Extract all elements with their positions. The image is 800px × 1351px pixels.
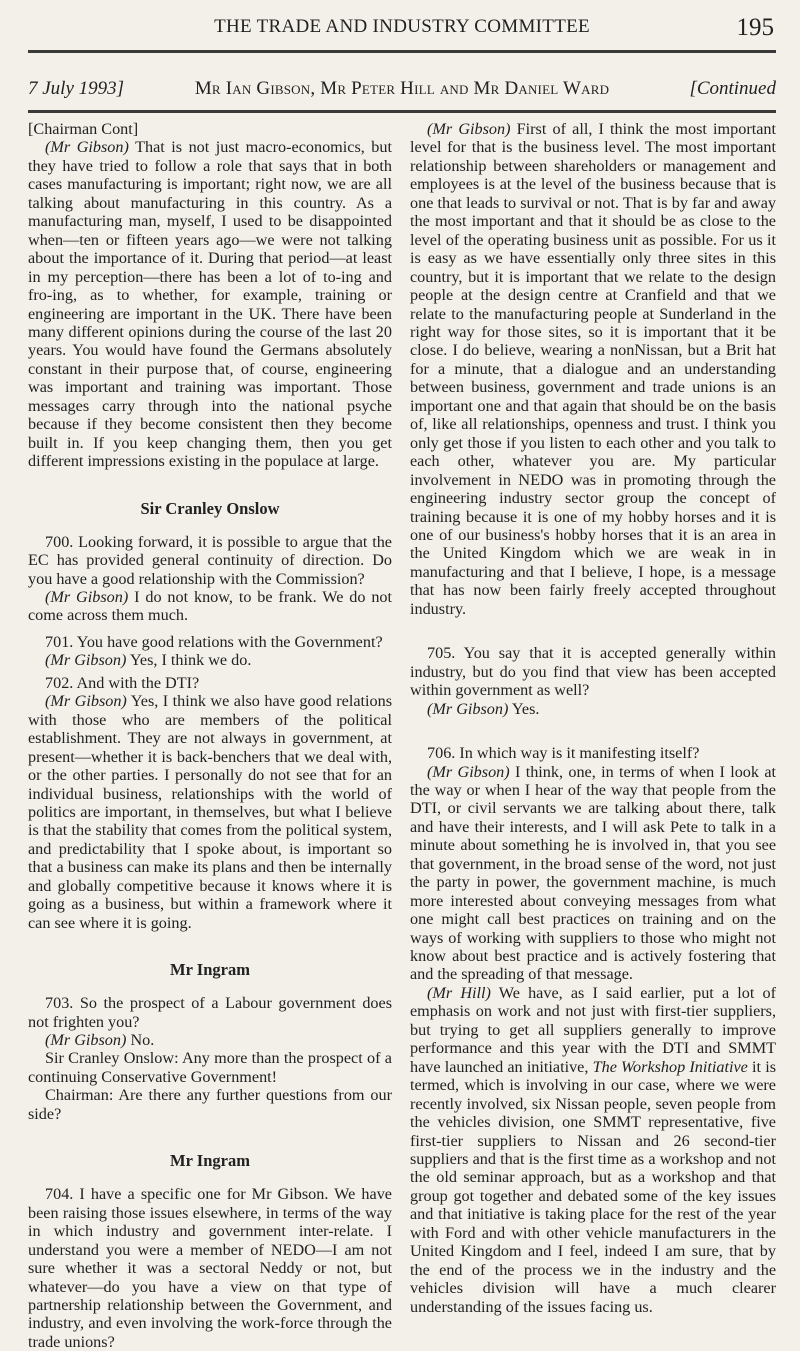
- paragraph: (Mr Gibson) That is not just macro-economics, but they have tried to follow a role that says that in both cases manufacturing is important; right now, we are all talking about manufacturing in this country. As a manufacturing man, myself, I used to be disappointed when—ten or fifteen years ago—we were not talking about the importance of it. During that period—at least in my perception—there has been a lot of to-ing and fro-ing, as to whether, for example, training or engineering are important in the UK. There have been many different opinions during the course of the last 20 years. You would have found the Germans absolutely constant in their purpose that, of course, engineering was important and training was important. Those messages carry through into the national psyche because if they become consistent then they become built in. If you keep changing them, then you get different impressions existing in the populace at large.: [28, 138, 392, 471]
- speaker-name: (Mr Gibson): [45, 138, 129, 157]
- speaker-heading: Mr Ingram: [170, 960, 250, 980]
- question-704: 704. I have a specific one for Mr Gibson. We have been raising those issues elsewhere, in terms of the way in which industry and government inter-relate. I understand you were a member of NEDO—I am not sure whether it was a sectoral Neddy or not, but whatever—do you have a view on that type of partnership relationship between the Government, and industry, and even involving the work-force through the trade unions?: [28, 1185, 392, 1351]
- answer-702: (Mr Gibson) Yes, I think we also have good relations with those who are members of the political establishment. They are not always in government, at present—whether it is back-benchers that we deal with, or the other parties. I personally do not see that for an individual business, relationships with the world of politics are important, in themselves, but what I believe is that the stability that comes from the political system, and predictability that I spoke about, is important so that a business can make its plans and then be internally and globally competitive because it knows where it is going as a business, but within a framework where it can see where it is going.: [28, 692, 392, 932]
- chairman-remark: Chairman: Are there any further questions from our side?: [28, 1086, 392, 1123]
- question-705: 705. You say that it is accepted generally within industry, but do you find that view has been accepted within government as well?: [410, 644, 776, 700]
- answer-703: (Mr Gibson) No.: [45, 1031, 155, 1050]
- running-header: [28, 16, 776, 54]
- answer-706: (Mr Gibson) I think, one, in terms of when I look at the way or when I hear of the way that people from the DTI, or civil servants we are talking about there, talk and have their interests, and I will ask Pete to talk in a minute about something he is involved in, that you see that government, in the broad sense of the word, not just the party in power, the government machine, is much more interested about conveying messages from what one might call best practices on training and on the ways of working with suppliers to those who might not know about best practice and is actively fostering that and the spreading of that message.: [410, 762, 776, 984]
- header-rule-top: [28, 50, 776, 53]
- answer-hill: (Mr Hill) We have, as I said earlier, put a lot of emphasis on work and not just with first-tier suppliers, but trying to get all suppliers generally to improve performance and this year with the DTI and SMMT have launched an initiative, The Workshop Initiative it is termed, which is involving in our case, where we were recently involved, six Nissan people, seven people from the vehicles division, one SMMT representative, five first-tier suppliers to Nissan and 26 second-tier suppliers and that is the first time as a workshop and not the old seminar approach, but as a workshop and that group got together and debated some of the key issues and that initiative is taking place for the rest of the year with Ford and with other vehicle manufacturers in the United Kingdom and I feel, indeed I am sure, that by the end of the process we in the industry and the vehicles division will have a much clearer understanding of the issues facing us.: [410, 983, 777, 1316]
- question-703: 703. So the prospect of a Labour government does not frighten you?: [28, 994, 392, 1031]
- answer-704: (Mr Gibson) First of all, I think the most important level for that is the business level. The most important relationship between shareholders or management and employees is at the level of the business because that is one that leads to survival or not. That is by far and away the most important and that it should be as close to the level of the operating business unit as possible. For us it is easy as we have essentially only three sites in this country, but it is important that we relate to the design people at the design centre at Cranfield and that we relate to the manufacturing people at Sunderland in the right way for those sites, so it is important that it be close. I do believe, wearing a nonNissan, but a Brit hat for a minute, that a dialogue and an understanding between business, government and trade unions is an important one and that again that should be on the basis of, like all relationships, openness and trust. I think you only get those if you listen to each other and you talk to each other, whatever you are. My particular involvement in NEDO was in promoting through the engineering industry sector group the concept of training because it is one of my hobby horses and it is one of our business's hobby horses that it is an area in the United Kingdom which we are weak in in manufacturing and that I believe, I hope, is a message that has now been fairly freely accepted throughout industry.: [410, 120, 776, 618]
- right-column: [410, 120, 776, 1316]
- page-number: 195: [736, 14, 774, 41]
- question-700: 700. Looking forward, it is possible to argue that the EC has provided general continuity of direction. Do you have a good relationship with the Commission?: [28, 532, 392, 588]
- left-column: [28, 120, 392, 1351]
- answer-705: (Mr Gibson) Yes.: [427, 699, 540, 718]
- question-706: 706. In which way is it manifesting itself?: [427, 744, 700, 763]
- committee-title: THE TRADE AND INDUSTRY COMMITTEE: [214, 16, 590, 37]
- speaker-heading: Mr Ingram: [170, 1151, 250, 1171]
- onslow-remark: Sir Cranley Onslow: Any more than the prospect of a continuing Conservative Government!: [28, 1049, 392, 1086]
- answer-700: (Mr Gibson) I do not know, to be frank. We do not come across them much.: [28, 587, 392, 625]
- continued-label: [Continued: [689, 78, 776, 99]
- hearing-date: 7 July 1993]: [28, 78, 125, 99]
- answer-701: (Mr Gibson) Yes, I think we do.: [45, 651, 252, 670]
- header-rule-bottom: [28, 110, 776, 113]
- speaker-heading: Sir Cranley Onslow: [140, 498, 280, 518]
- question-702: 702. And with the DTI?: [45, 673, 200, 692]
- initiative-title: The Workshop Initiative: [592, 1057, 748, 1076]
- question-701: 701. You have good relations with the Government?: [45, 632, 383, 651]
- witness-names: Mr Ian Gibson, Mr Peter Hill and Mr Daniel Ward: [194, 78, 610, 99]
- witness-line: [28, 78, 776, 102]
- chairman-cont-label: [Chairman Cont]: [28, 120, 139, 138]
